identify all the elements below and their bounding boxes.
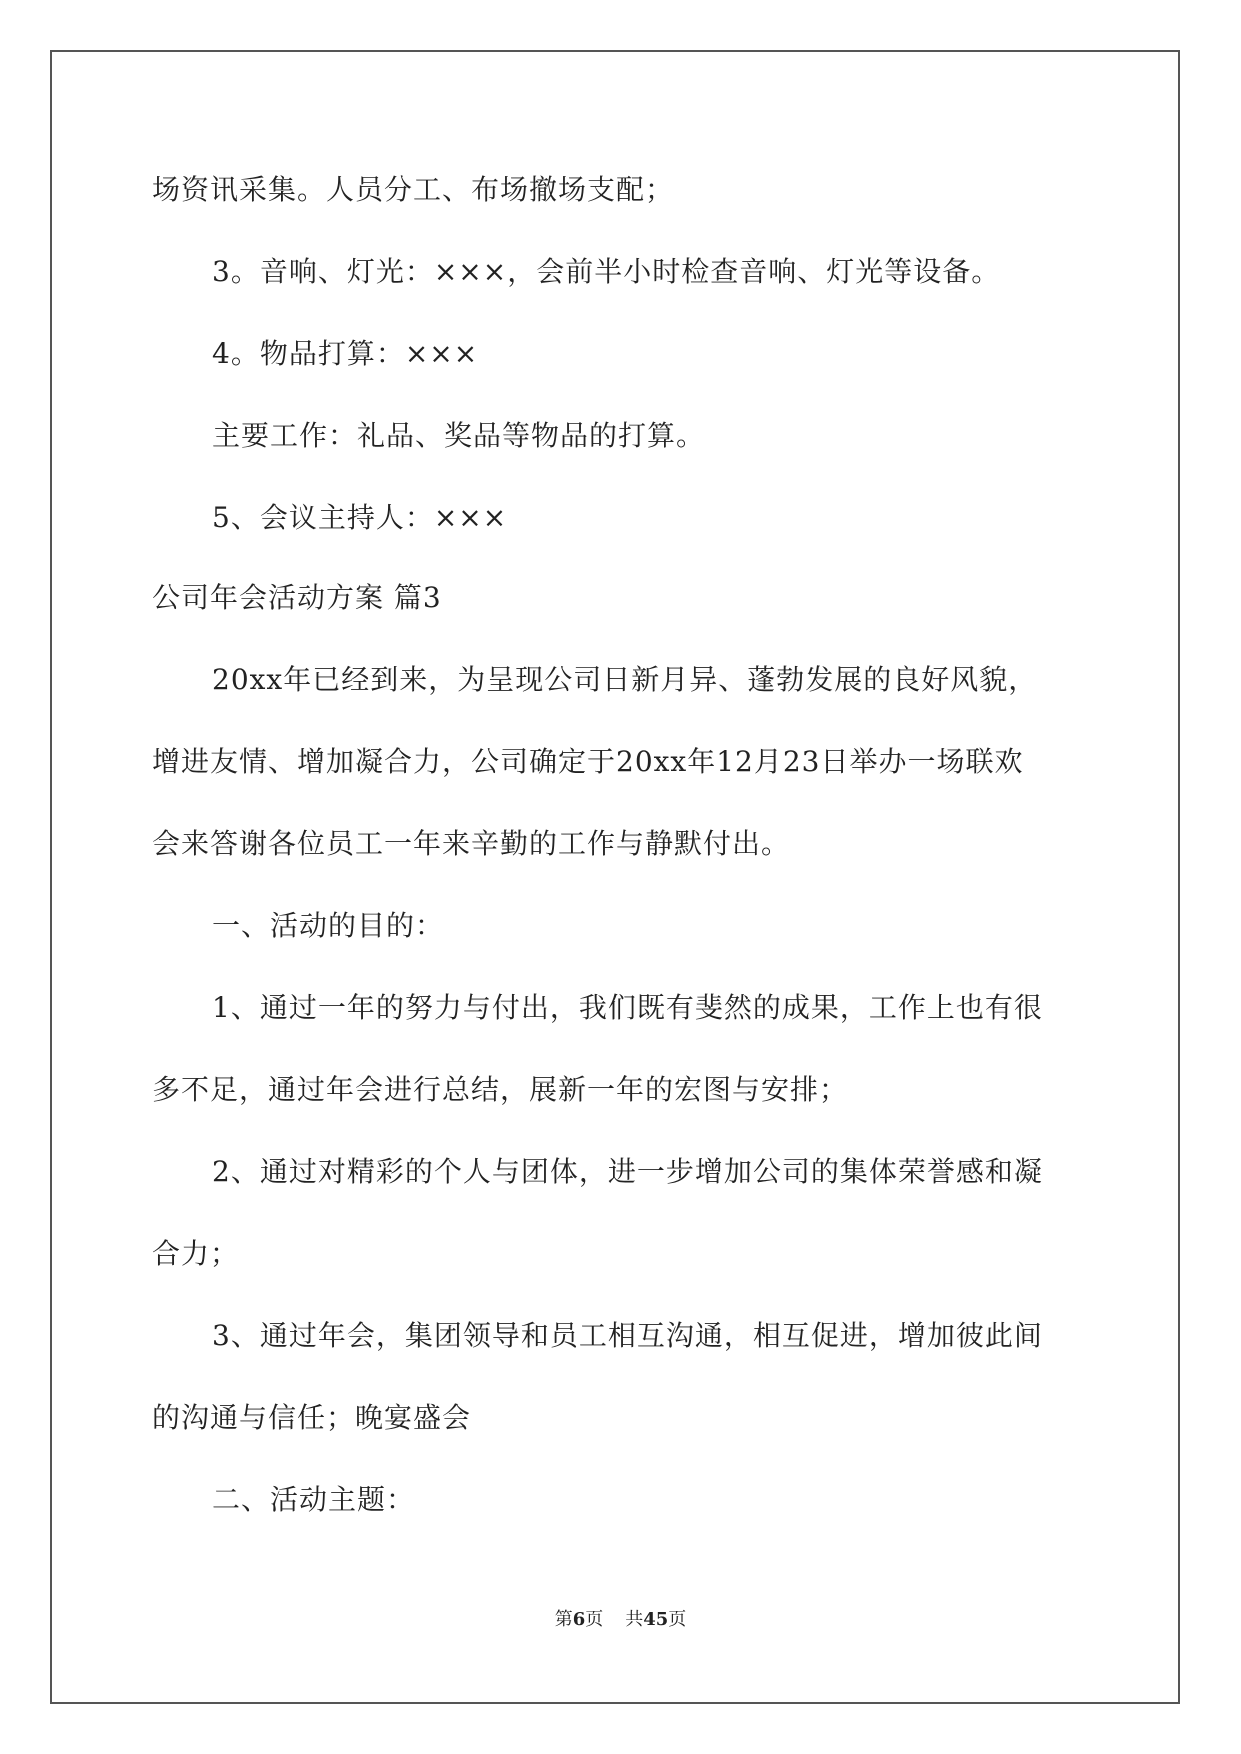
paragraph-line: 主要工作：礼品、奖品等物品的打算。 [212, 419, 706, 452]
paragraph-line: 合力； [152, 1237, 240, 1270]
paragraph-line: 二、活动主题： [212, 1483, 416, 1516]
paragraph-line: 多不足，通过年会进行总结，展新一年的宏图与安排； [152, 1073, 849, 1106]
paragraph-line: 会来答谢各位员工一年来辛勤的工作与静默付出。 [152, 827, 791, 860]
paragraph-line: 场资讯采集。人员分工、布场撤场支配； [152, 173, 675, 206]
page-current: 6 [572, 1609, 586, 1630]
total-prefix: 共 [625, 1609, 644, 1630]
paragraph-line: 1、通过一年的努力与付出，我们既有斐然的成果，工作上也有很 [212, 991, 1043, 1024]
page-total: 45 [643, 1609, 669, 1630]
paragraph-line: 3。音响、灯光：×××，会前半小时检查音响、灯光等设备。 [212, 255, 1001, 288]
page-prefix: 第 [554, 1609, 573, 1630]
total-suffix: 页 [668, 1609, 687, 1630]
page-border [50, 50, 1180, 1704]
section-heading: 公司年会活动方案 篇3 [152, 581, 442, 614]
paragraph-line: 一、活动的目的： [212, 909, 445, 942]
paragraph-line: 5、会议主持人：××× [212, 501, 508, 534]
paragraph-line: 2、通过对精彩的个人与团体，进一步增加公司的集体荣誉感和凝 [212, 1155, 1043, 1188]
paragraph-line: 3、通过年会，集团领导和员工相互沟通，相互促进，增加彼此间 [212, 1319, 1043, 1352]
page-suffix: 页 [585, 1609, 604, 1630]
paragraph-line: 20xx年已经到来，为呈现公司日新月异、蓬勃发展的良好风貌， [212, 663, 1038, 696]
page-footer [0, 1608, 1241, 1632]
paragraph-line: 增进友情、增加凝合力，公司确定于20xx年12月23日举办一场联欢 [152, 745, 1024, 778]
paragraph-line: 4。物品打算：××× [212, 337, 479, 370]
paragraph-line: 的沟通与信任；晚宴盛会 [152, 1401, 472, 1434]
